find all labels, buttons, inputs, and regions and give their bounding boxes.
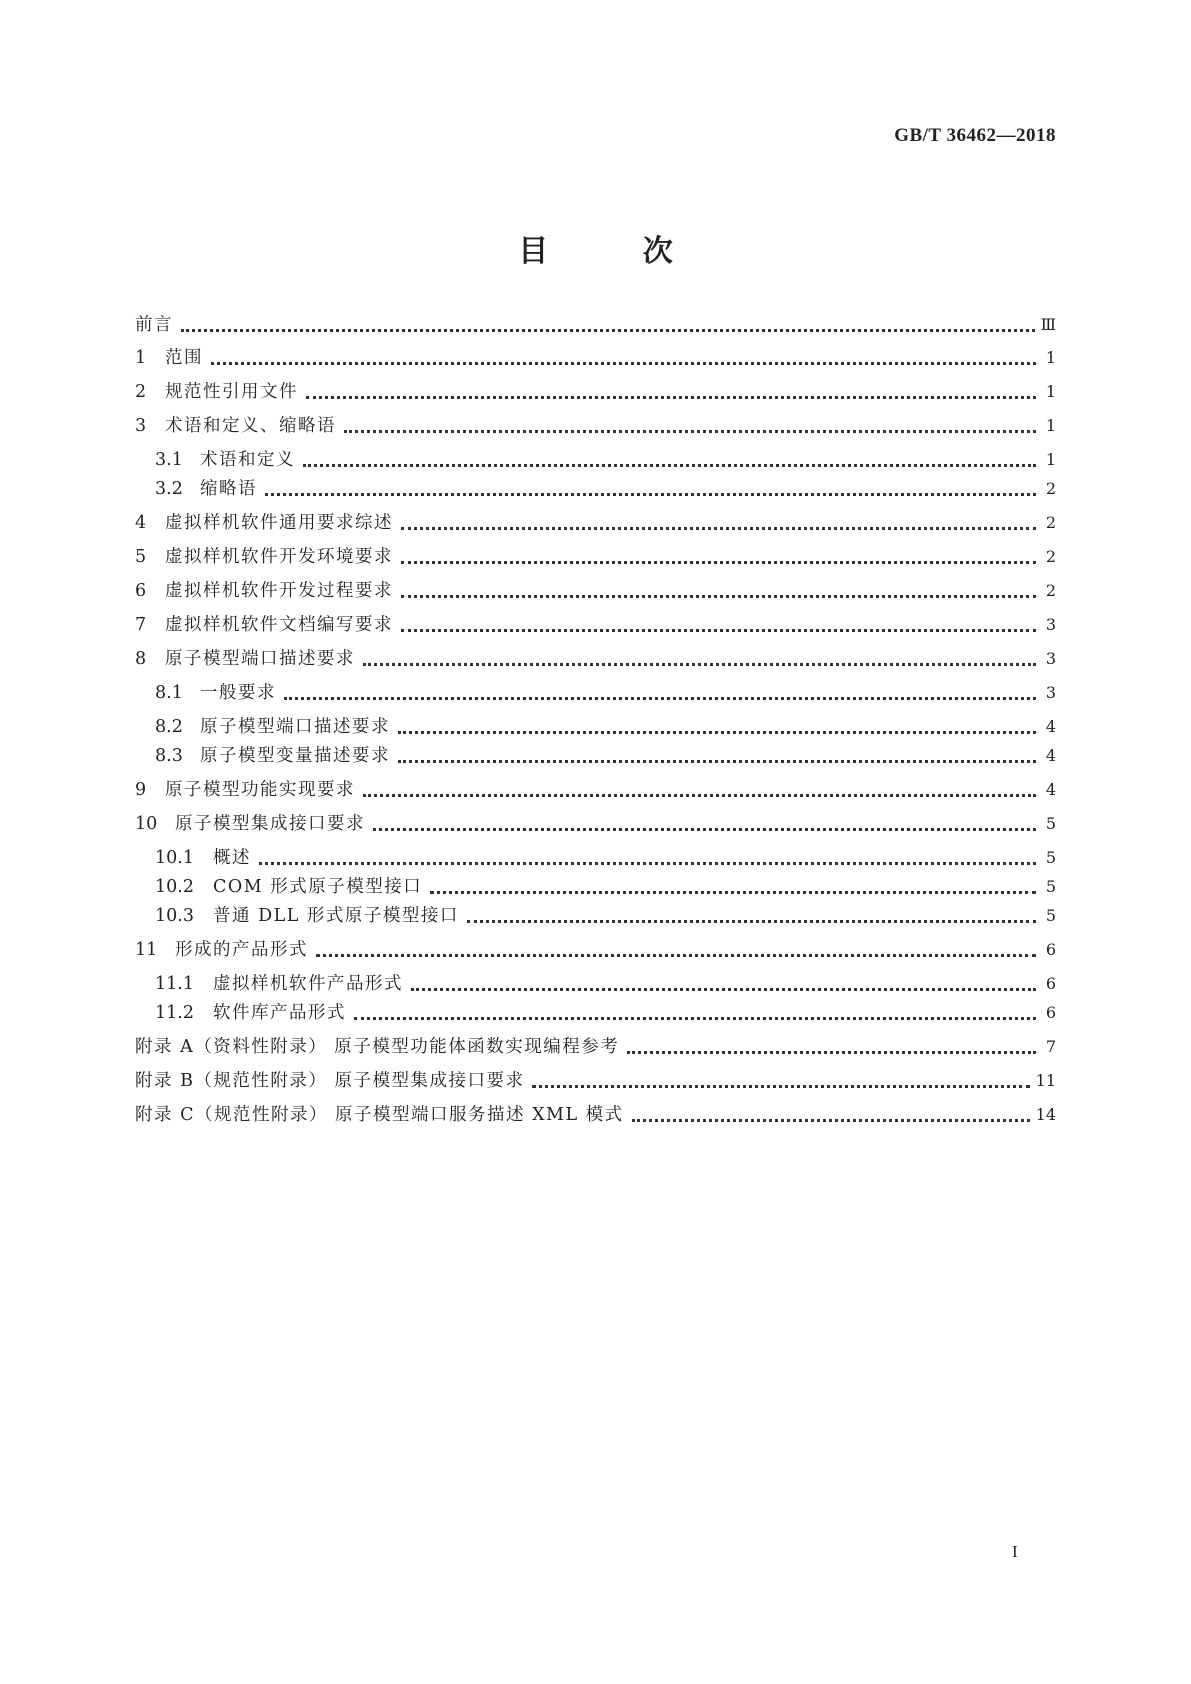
toc-leader (632, 1118, 1030, 1122)
toc-page: 6 (1045, 974, 1056, 993)
toc-page: 2 (1045, 581, 1056, 600)
toc-entry-appendix-b[interactable] (135, 1064, 1056, 1092)
toc-page: Ⅲ (1040, 315, 1056, 334)
toc-entry-8[interactable] (135, 642, 1056, 670)
toc-number: 4 (135, 513, 147, 533)
toc-leader (373, 827, 1036, 831)
toc-label: 前言 (135, 315, 173, 335)
toc-number: 10.1 (155, 848, 194, 868)
toc-label: 形成的产品形式 (175, 940, 308, 960)
toc-leader (363, 662, 1036, 666)
toc-entry-foreword[interactable] (135, 308, 1056, 336)
toc-entry-10[interactable] (135, 807, 1056, 835)
toc-entry-11[interactable] (135, 933, 1056, 961)
toc-leader (401, 594, 1036, 598)
toc-label: 原子模型集成接口要求 (175, 814, 365, 834)
toc-label: 概述 (213, 848, 251, 868)
toc-leader (284, 696, 1036, 700)
toc-leader (398, 730, 1036, 734)
toc-leader (532, 1084, 1029, 1088)
page-title: 目 次 (518, 234, 715, 269)
toc-label: 附录 A（资料性附录） 原子模型功能体函数实现编程参考 (135, 1037, 620, 1057)
toc-label: 术语和定义 (200, 450, 295, 470)
toc-entry-8-1[interactable] (155, 676, 1056, 704)
toc-page: 3 (1045, 615, 1056, 634)
toc-page: 2 (1045, 513, 1056, 532)
toc-page: 4 (1045, 780, 1056, 799)
toc-leader (398, 759, 1036, 763)
toc-entry-2[interactable] (135, 375, 1056, 403)
toc-number: 10 (135, 814, 158, 834)
toc-page: 3 (1045, 649, 1056, 668)
toc-leader (316, 953, 1036, 957)
toc-page: 7 (1045, 1037, 1056, 1056)
toc-label: 附录 B（规范性附录） 原子模型集成接口要求 (135, 1071, 525, 1091)
toc-entry-10-1[interactable] (155, 841, 1056, 869)
toc-entry-3[interactable] (135, 409, 1056, 437)
toc-number: 5 (135, 547, 147, 567)
toc-entry-5[interactable] (135, 540, 1056, 568)
toc-label: 虚拟样机软件产品形式 (213, 974, 403, 994)
toc-leader (467, 919, 1036, 923)
toc-label: 缩略语 (200, 479, 257, 499)
toc-leader (627, 1050, 1036, 1054)
toc-number: 8 (135, 649, 147, 669)
toc-label: COM 形式原子模型接口 (213, 877, 423, 897)
standard-code: GB/T 36462—2018 (894, 125, 1056, 146)
toc-number: 8.1 (155, 683, 183, 703)
toc-entry-11-1[interactable] (155, 967, 1056, 995)
toc-entry-8-3[interactable] (155, 739, 1056, 767)
toc-number: 7 (135, 615, 147, 635)
toc-leader (354, 1016, 1036, 1020)
toc-leader (411, 987, 1036, 991)
toc-leader (401, 560, 1036, 564)
toc-label: 普通 DLL 形式原子模型接口 (213, 906, 459, 926)
toc-label: 规范性引用文件 (165, 382, 298, 402)
toc-label: 虚拟样机软件通用要求综述 (165, 513, 393, 533)
toc-entry-10-2[interactable] (155, 870, 1056, 898)
toc-page: 5 (1045, 877, 1056, 896)
toc-page: 1 (1045, 416, 1056, 435)
toc-page: 2 (1045, 479, 1056, 498)
toc-page: 4 (1045, 717, 1056, 736)
toc-number: 11 (135, 940, 158, 960)
toc-number: 2 (135, 382, 147, 402)
toc-page: 4 (1045, 746, 1056, 765)
toc-page: 3 (1045, 683, 1056, 702)
toc-entry-7[interactable] (135, 608, 1056, 636)
toc-leader (401, 628, 1036, 632)
toc-label: 范围 (165, 348, 203, 368)
toc-number: 6 (135, 581, 147, 601)
toc-leader (430, 890, 1036, 894)
toc-number: 3 (135, 416, 147, 436)
page-number: I (1012, 1542, 1018, 1561)
toc-entry-6[interactable] (135, 574, 1056, 602)
toc-page: 5 (1045, 848, 1056, 867)
toc-page: 6 (1045, 940, 1056, 959)
toc-leader (259, 861, 1036, 865)
toc-entry-10-3[interactable] (155, 899, 1056, 927)
toc-label: 软件库产品形式 (213, 1003, 346, 1023)
toc-entry-3-1[interactable] (155, 443, 1056, 471)
toc-page: 11 (1035, 1071, 1056, 1090)
toc-entry-appendix-a[interactable] (135, 1030, 1056, 1058)
toc-page: 1 (1045, 382, 1056, 401)
toc-number: 9 (135, 780, 147, 800)
toc-leader (401, 526, 1036, 530)
toc-leader (303, 463, 1036, 467)
toc-label: 虚拟样机软件文档编写要求 (165, 615, 393, 635)
toc-page: 1 (1045, 348, 1056, 367)
toc-number: 11.1 (155, 974, 194, 994)
toc-leader (265, 492, 1036, 496)
toc-number: 11.2 (155, 1003, 194, 1023)
toc-label: 虚拟样机软件开发过程要求 (165, 581, 393, 601)
toc-number: 1 (135, 348, 147, 368)
toc-entry-4[interactable] (135, 506, 1056, 534)
toc-label: 一般要求 (200, 683, 276, 703)
toc-number: 8.2 (155, 717, 183, 737)
toc-entry-11-2[interactable] (155, 996, 1056, 1024)
toc-label: 原子模型变量描述要求 (200, 746, 390, 766)
toc-entry-9[interactable] (135, 773, 1056, 801)
toc-page: 2 (1045, 547, 1056, 566)
toc-leader (363, 793, 1036, 797)
toc-page: 1 (1045, 450, 1056, 469)
toc-page: 5 (1045, 814, 1056, 833)
toc-label: 原子模型端口描述要求 (200, 717, 390, 737)
toc-entry-8-2[interactable] (155, 710, 1056, 738)
toc-page: 6 (1045, 1003, 1056, 1022)
toc-number: 8.3 (155, 746, 183, 766)
toc-number: 3.2 (155, 479, 183, 499)
toc-label: 虚拟样机软件开发环境要求 (165, 547, 393, 567)
toc-entry-3-2[interactable] (155, 472, 1056, 500)
toc-number: 10.2 (155, 877, 194, 897)
toc-page: 5 (1045, 906, 1056, 925)
toc-entry-appendix-c[interactable] (135, 1098, 1056, 1126)
toc-label: 术语和定义、缩略语 (165, 416, 336, 436)
toc-label: 原子模型功能实现要求 (165, 780, 355, 800)
toc-leader (344, 429, 1036, 433)
toc-label: 原子模型端口描述要求 (165, 649, 355, 669)
toc-leader (211, 361, 1036, 365)
toc-number: 3.1 (155, 450, 183, 470)
toc-page: 14 (1035, 1105, 1056, 1124)
toc-entry-1[interactable] (135, 341, 1056, 369)
toc-label: 附录 C（规范性附录） 原子模型端口服务描述 XML 模式 (135, 1105, 624, 1125)
toc-number: 10.3 (155, 906, 194, 926)
toc-leader (181, 328, 1035, 332)
toc-leader (306, 395, 1036, 399)
